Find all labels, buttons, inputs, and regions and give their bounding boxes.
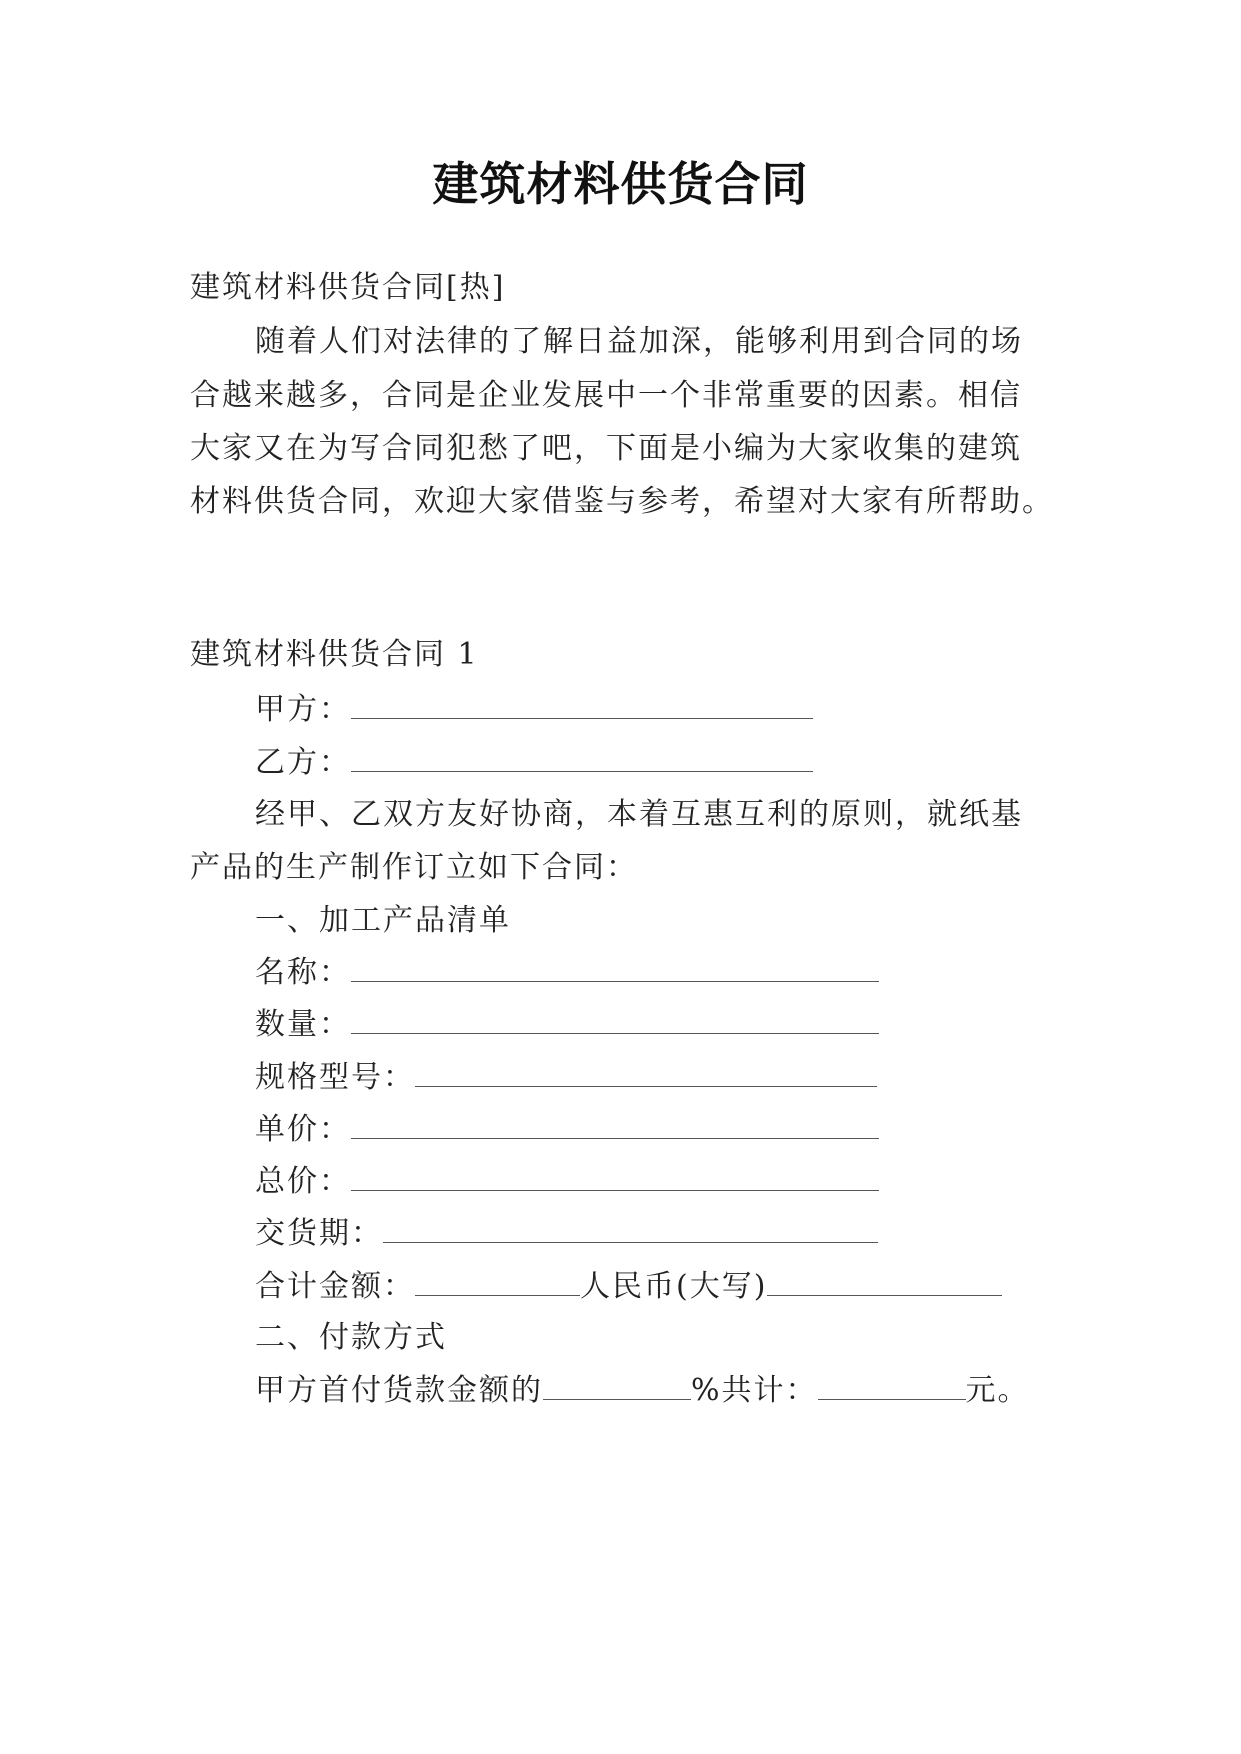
clause-1-heading: 一、加工产品清单: [255, 903, 511, 938]
agreement-line-1: 经甲、乙双方友好协商，本着互惠互利的原则，就纸基: [255, 797, 1023, 832]
field-delivery-row: [255, 1214, 878, 1254]
field-total-price-blank: [351, 1162, 879, 1191]
party-b-row: [255, 743, 813, 783]
field-spec-row: [255, 1058, 877, 1098]
document-subtitle: 建筑材料供货合同[热]: [190, 270, 506, 305]
field-rmb-caps-label: 人民币(大写): [580, 1269, 768, 1304]
field-quantity-label: 数量：: [255, 1007, 351, 1042]
payment-row: [255, 1371, 1030, 1411]
party-a-label: 甲方：: [255, 692, 351, 727]
intro-line-3: 大家又在为写合同犯愁了吧，下面是小编为大家收集的建筑: [190, 431, 1022, 466]
intro-line-2: 合越来越多，合同是企业发展中一个非常重要的因素。相信: [190, 378, 1022, 413]
field-quantity-row: [255, 1005, 879, 1045]
field-spec-label: 规格型号：: [255, 1060, 415, 1095]
payment-percent-blank: [543, 1371, 691, 1400]
section-heading: 建筑材料供货合同 1: [190, 637, 479, 672]
field-unit-price-row: [255, 1110, 879, 1150]
field-quantity-blank: [351, 1005, 879, 1034]
party-b-label: 乙方：: [255, 745, 351, 780]
party-a-blank: [351, 690, 813, 719]
document-title: 建筑材料供货合同: [432, 157, 809, 211]
field-total-amount-row: [255, 1267, 1002, 1307]
field-delivery-label: 交货期：: [255, 1216, 383, 1251]
payment-prefix: 甲方首付货款金额的: [255, 1373, 543, 1408]
field-total-price-row: [255, 1162, 879, 1202]
party-b-blank: [351, 743, 813, 772]
field-unit-price-label: 单价：: [255, 1112, 351, 1147]
field-total-amount-label: 合计金额：: [255, 1269, 415, 1304]
field-name-label: 名称：: [255, 955, 351, 990]
party-a-row: [255, 690, 813, 730]
field-unit-price-blank: [351, 1110, 879, 1139]
payment-yuan: 元。: [965, 1373, 1030, 1408]
field-name-row: [255, 953, 879, 993]
field-delivery-blank: [383, 1214, 878, 1243]
payment-percent-total: %共计：: [691, 1373, 818, 1408]
clause-2-heading: 二、付款方式: [255, 1320, 447, 1355]
field-name-blank: [351, 953, 879, 982]
intro-line-1: 随着人们对法律的了解日益加深，能够利用到合同的场: [255, 324, 1023, 359]
field-total-price-label: 总价：: [255, 1164, 351, 1199]
intro-line-4: 材料供货合同，欢迎大家借鉴与参考，希望对大家有所帮助。: [190, 484, 1054, 519]
payment-amount-blank: [818, 1371, 966, 1400]
field-total-amount-blank: [415, 1267, 580, 1296]
field-spec-blank: [415, 1058, 877, 1087]
agreement-line-2: 产品的生产制作订立如下合同：: [190, 850, 638, 885]
field-rmb-caps-blank: [767, 1267, 1002, 1296]
